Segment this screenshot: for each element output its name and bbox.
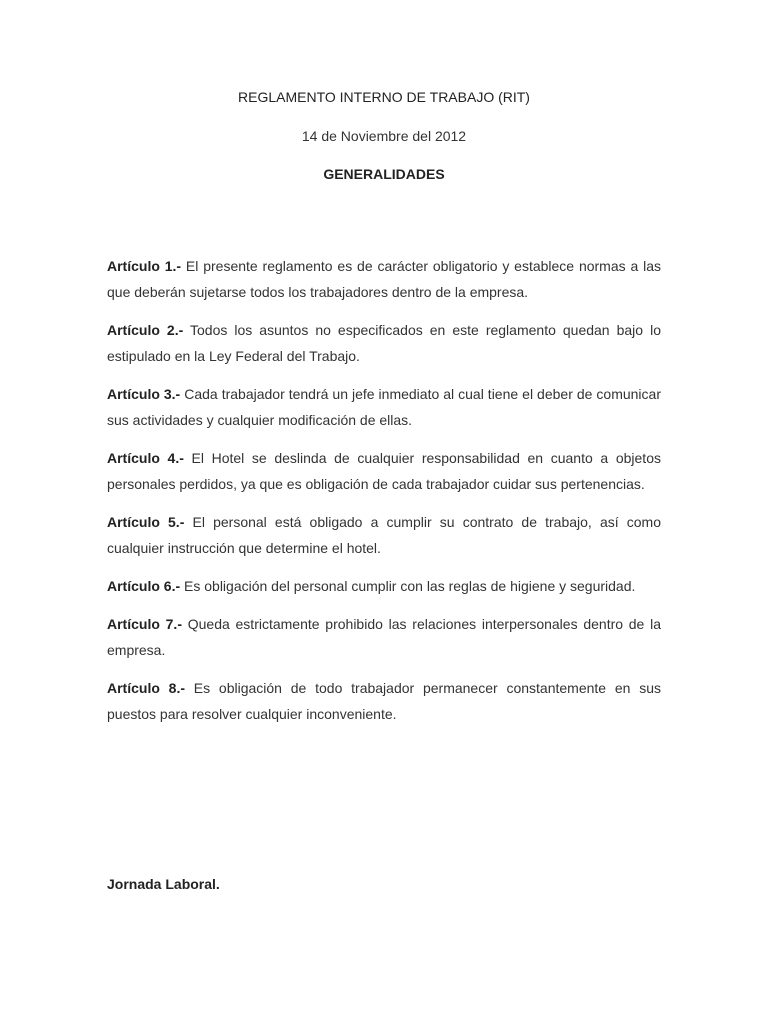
document-date: 14 de Noviembre del 2012 [301,128,467,144]
article-label: Artículo 4.- [107,450,184,466]
article-label: Artículo 1.- [107,258,182,274]
article-5 [107,509,661,561]
section-heading-jornada-laboral: Jornada Laboral. [107,876,220,892]
article-label: Artículo 8.- [107,680,186,696]
article-2 [107,317,661,369]
article-text: Cada trabajador tendrá un jefe inmediato al cual tiene el deber de comunicar sus actividades y cualquier modificación de ellas. [107,386,661,428]
article-text: Todos los asuntos no especificados en este reglamento quedan bajo lo estipulado en la Ley Federal del Trabajo. [107,322,661,364]
article-text: El personal está obligado a cumplir su contrato de trabajo, así como cualquier instrucción que determine el hotel. [107,514,661,556]
article-text: Es obligación del personal cumplir con las reglas de higiene y seguridad. [180,578,636,594]
article-label: Artículo 3.- [107,386,181,402]
article-1 [107,253,661,305]
articles-list [107,253,661,739]
section-heading-generalidades: GENERALIDADES [323,166,445,182]
article-4 [107,445,661,497]
article-label: Artículo 7.- [107,616,182,632]
article-8 [107,675,661,727]
article-text: El presente reglamento es de carácter obligatorio y establece normas a las que deberán sujetarse todos los trabajadores dentro de la empresa. [107,258,661,300]
article-7 [107,611,661,663]
document-title: REGLAMENTO INTERNO DE TRABAJO (RIT) [238,89,530,105]
article-label: Artículo 5.- [107,514,185,530]
article-label: Artículo 2.- [107,322,184,338]
article-text: Queda estrictamente prohibido las relaciones interpersonales dentro de la empresa. [107,616,661,658]
article-6 [107,573,661,599]
article-text: El Hotel se deslinda de cualquier responsabilidad en cuanto a objetos personales perdidos, ya que es obligación de cada trabajador cuidar sus pertenencias. [107,450,661,492]
article-label: Artículo 6.- [107,578,181,594]
article-3 [107,381,661,433]
article-text: Es obligación de todo trabajador permanecer constantemente en sus puestos para resolver cualquier inconveniente. [107,680,661,722]
